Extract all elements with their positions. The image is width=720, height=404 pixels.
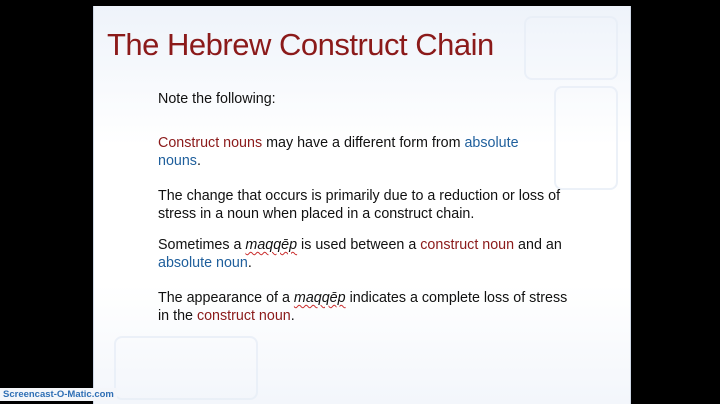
construct-noun-term-2: construct noun (196, 308, 291, 324)
paragraph-4-before: The appearance of a (158, 290, 294, 306)
absolute-term-2: nouns (158, 153, 197, 169)
paragraph-1-middle: may have a different form from (262, 135, 465, 151)
paragraph-3-before: Sometimes a (158, 237, 246, 253)
paragraph-1 (158, 134, 578, 170)
maqqep-term-2: maqqēp (293, 290, 346, 306)
absolute-noun-term: absolute noun (158, 255, 248, 271)
paragraph-3-and: and an (514, 237, 562, 253)
paragraph-2: The change that occurs is primarily due to a reduction or loss of stress in a noun when placed in a construct chain. (158, 188, 561, 222)
slide-title: The Hebrew Construct Chain (107, 27, 494, 62)
maqqep-term: maqqēp (245, 237, 298, 253)
background-decoration (114, 336, 258, 400)
intro-text: Note the following: (158, 91, 276, 107)
paragraph-3-middle: is used between a (297, 237, 421, 253)
paragraph-4-end: . (290, 308, 295, 324)
paragraph-4-middle: indicates a complete loss of stress in the (158, 290, 568, 324)
absolute-term: absolute (464, 135, 519, 151)
paragraph-4 (158, 289, 578, 325)
construct-noun-term: construct noun (420, 237, 515, 253)
slide-body (158, 90, 578, 325)
construct-nouns-term: Construct nouns (158, 135, 263, 151)
paragraph-3-end: . (247, 255, 252, 271)
screencast-watermark: Screencast-O-Matic.com (0, 388, 117, 401)
presentation-slide (93, 6, 631, 404)
paragraph-3 (158, 236, 578, 272)
paragraph-1-end: . (196, 153, 201, 169)
